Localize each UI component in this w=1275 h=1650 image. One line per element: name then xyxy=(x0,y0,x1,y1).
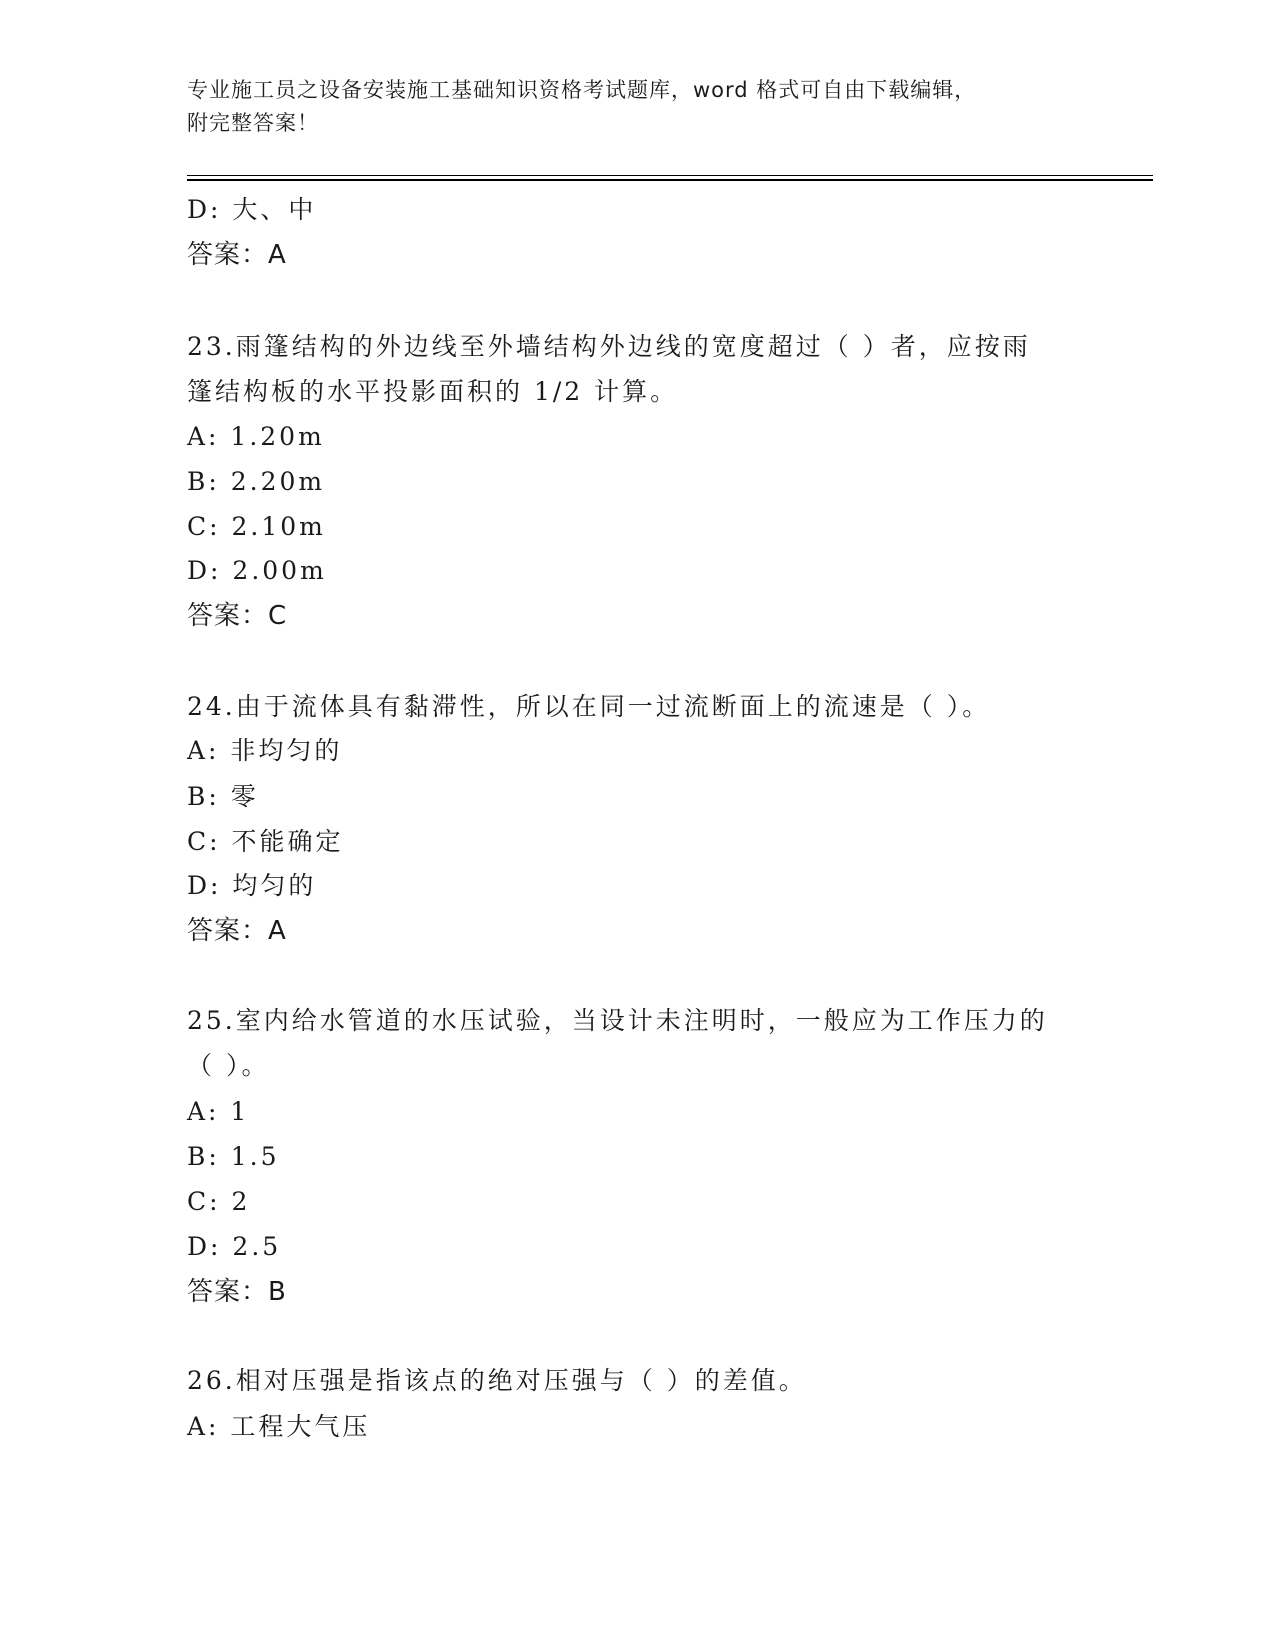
q23-stem-line-1: 23.雨篷结构的外边线至外墙结构外边线的宽度超过（ ）者，应按雨 xyxy=(187,332,1031,361)
q24-option-b: B: 零 xyxy=(187,782,259,811)
header-rule-thick xyxy=(187,179,1153,181)
q24-stem-line-1: 24.由于流体具有黏滞性，所以在同一过流断面上的流速是（ ）。 xyxy=(187,692,991,721)
q25-option-a: A: 1 xyxy=(187,1097,250,1126)
header-line-2: 附完整答案！ xyxy=(187,111,319,135)
q24-option-d: D: 均匀的 xyxy=(187,871,317,900)
q23-option-d: D: 2.00m xyxy=(187,556,327,585)
q23-stem-line-2: 篷结构板的水平投影面积的 1/2 计算。 xyxy=(187,377,679,406)
header-rule-thin xyxy=(187,175,1153,176)
q23-option-a: A: 1.20m xyxy=(187,422,325,451)
q26-stem-line-1: 26.相对压强是指该点的绝对压强与（ ）的差值。 xyxy=(187,1366,807,1395)
page-header xyxy=(187,74,1067,140)
prev-answer: 答案：A xyxy=(187,240,287,270)
header-line-1: 专业施工员之设备安装施工基础知识资格考试题库，word 格式可自由下载编辑， xyxy=(187,78,977,102)
q24-option-a: A: 非均匀的 xyxy=(187,736,343,765)
q25-option-b: B: 1.5 xyxy=(187,1142,280,1171)
q24-answer: 答案：A xyxy=(187,916,287,946)
q25-answer: 答案：B xyxy=(187,1277,287,1307)
prev-option-d: D: 大、中 xyxy=(187,195,317,224)
q23-answer: 答案：C xyxy=(187,601,288,631)
q25-stem-line-1: 25.室内给水管道的水压试验，当设计未注明时，一般应为工作压力的 xyxy=(187,1006,1048,1035)
q25-option-c: C: 2 xyxy=(187,1187,251,1216)
q23-option-c: C: 2.10m xyxy=(187,512,326,541)
q23-option-b: B: 2.20m xyxy=(187,467,326,496)
q24-option-c: C: 不能确定 xyxy=(187,827,344,856)
q26-option-a: A: 工程大气压 xyxy=(187,1412,371,1441)
q25-stem-line-2: （ ）。 xyxy=(187,1051,270,1080)
q25-option-d: D: 2.5 xyxy=(187,1232,282,1261)
